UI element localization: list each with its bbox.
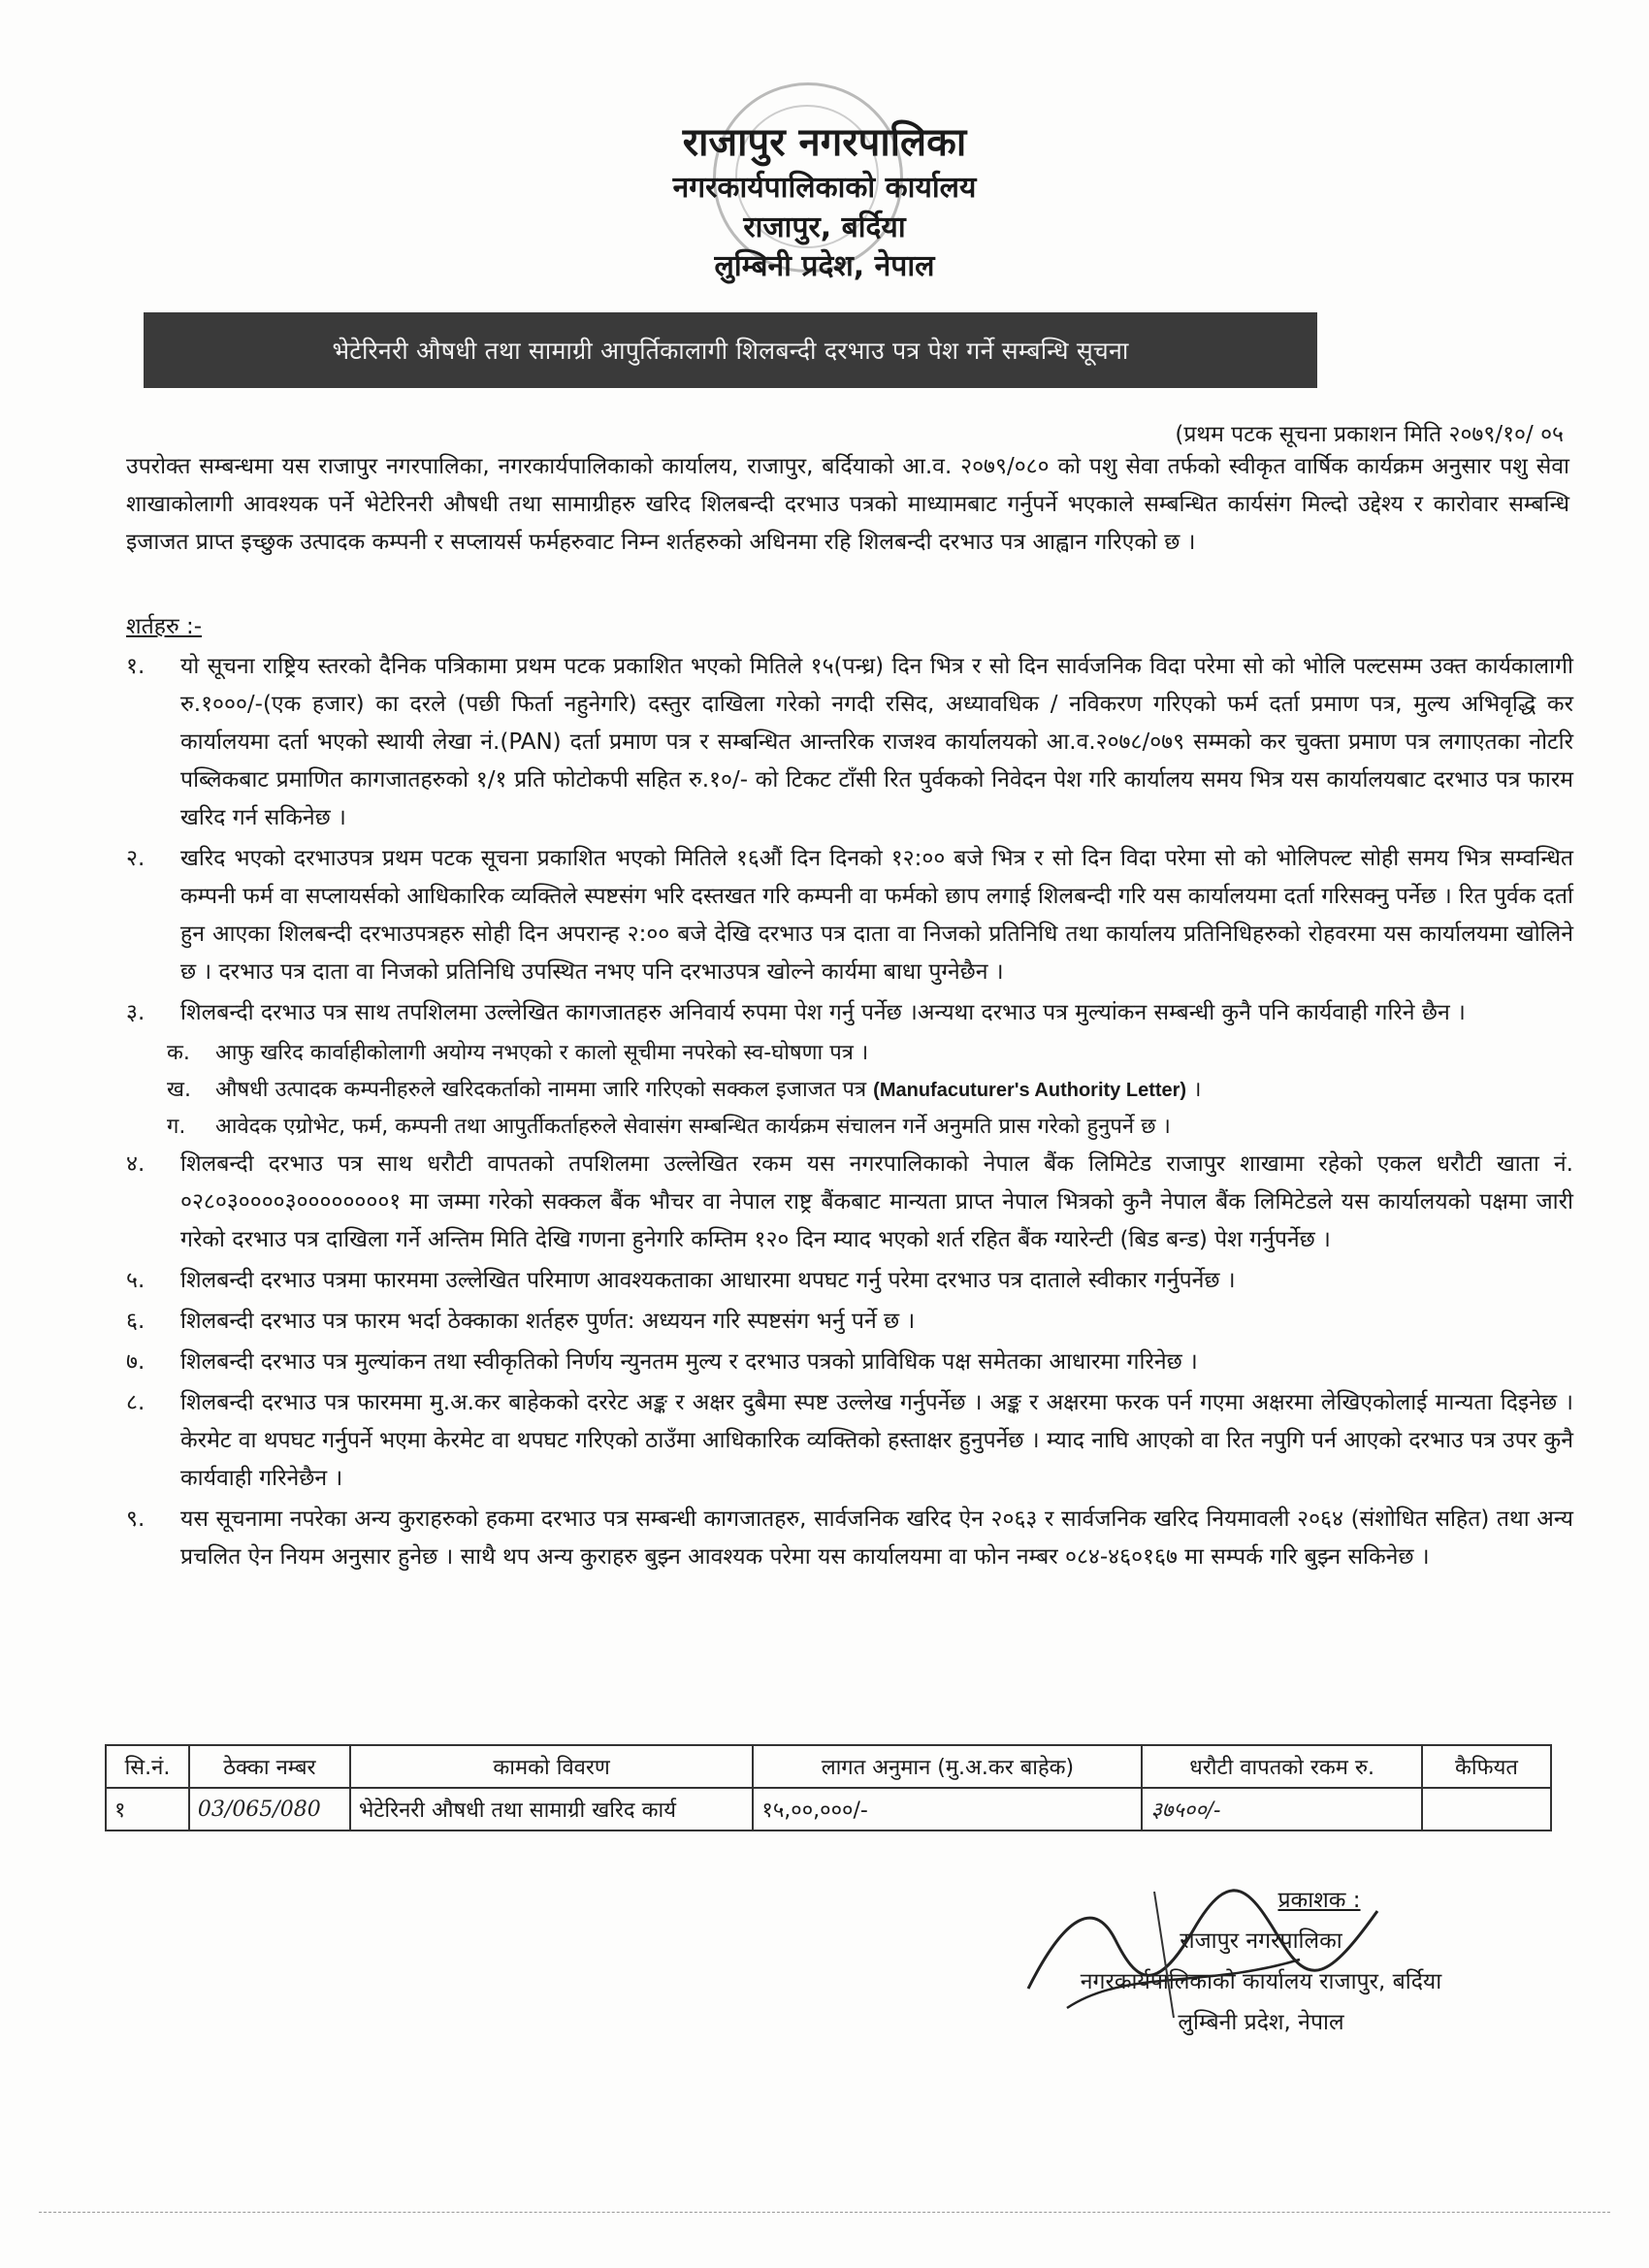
notice-title-banner: भेटेरिनरी औषधी तथा सामाग्री आपुर्तिकालागी शिलबन्दी दरभाउ पत्र पेश गर्ने सम्बन्धि सूचना [144,312,1317,388]
condition-text: शिलबन्दी दरभाउ पत्र फारममा मु.अ.कर बाहेकको दररेट अङ्क र अक्षर दुबैमा स्पष्ट उल्लेख गर्नुपर्नेछ । अङ्क र अक्षरमा फरक पर्न गएमा अक्षरमा लेखिएकोलाई मान्यता दिइनेछ । केरमेट वा थपघट गर्नुपर्ने भएमा केरमेट वा थपघट गरिएको ठाउँमा आधिकारिक व्यक्तिको हस्ताक्षर हुनुपर्नेछ । म्याद नाघि आएको वा रित नपुगि पर्न आएको दरभाउ पत्र उपर कुनै कार्यवाही गरिनेछैन । [180,1390,1573,1491]
condition-item [109,994,1573,1032]
conditions-list [109,648,1573,1579]
table-row [106,1788,1551,1831]
condition-text: शिलबन्दी दरभाउ पत्र साथ धरौटी वापतको तपशिलमा उल्लेखित रकम यस नगरपालिकाको नेपाल बैंक लिमिटेड राजापुर शाखामा रहेको एकल धरौटी खाता नं. ०२८०३००००३००००००००१ मा जम्मा गरेको सक्कल बैंक भौचर वा नेपाल राष्ट्र बैंकबाट मान्यता प्राप्त नेपाल भित्रको कुनै नेपाल बैंक लिमिटेडले यस कार्यालयको पक्षमा जारी गरेको दरभाउ पत्र दाखिला गर्ने अन्तिम मिति देखि गणना हुनेगरि कम्तिम १२० दिन म्याद भएको शर्त रहित बैंक ग्यारेन्टी (बिड बन्ड) पेश गर्नुपर्नेछ । [180,1151,1573,1252]
org-name: राजापुर नगरपालिका [682,120,967,165]
office-province: लुम्बिनी प्रदेश, नेपाल [714,249,935,283]
condition-item [109,1146,1573,1259]
intro-paragraph: उपरोक्त सम्बन्धमा यस राजापुर नगरपालिका, नगरकार्यपालिकाको कार्यालय, राजापुर, बर्दियाको आ.व. २०७९/०८० को पशु सेवा तर्फको स्वीकृत वार्षिक कार्यक्रम अनुसार पशु सेवा शाखाकोलागी आवश्यक पर्ने भेटेरिनरी औषधी तथा सामाग्रीहरु खरिद शिलबन्दी दरभाउ पत्रको माध्यामबाट गर्नुपर्ने भएकाले सम्बन्धित कार्यसंग मिल्दो उद्देश्य र कारोवार सम्बन्धि इजाजत प्राप्त इच्छुक उत्पादक कम्पनी र सप्लायर्स फर्महरुवाट निम्न शर्तहरुको अधिनमा रहि शिलबन्दी दरभाउ पत्र आह्वान गरिएको छ । [126,454,1569,555]
sub-item-text: औषधी उत्पादक कम्पनीहरुले खरिदकर्ताको नाममा जारि गरिएको सक्कल इजाजत पत्र [215,1078,867,1102]
condition-item [109,1501,1573,1576]
sub-item-text-wrap [215,1072,1573,1109]
sub-item [109,1109,1573,1146]
header-cost-estimate: लागत अनुमान (मु.अ.कर बाहेक) [753,1745,1142,1788]
cell-serial: १ [106,1788,189,1831]
condition-text: शिलबन्दी दरभाउ पत्र फारम भर्दा ठेक्काका शर्तहरु पुर्णत: अध्ययन गरि स्पष्टसंग भर्नु पर्ने छ । [180,1309,916,1334]
cell-cost-estimate: १५,००,०००/- [753,1788,1142,1831]
condition-number: ५. [126,1268,146,1293]
table-header-row [106,1745,1551,1788]
cell-remarks [1422,1788,1551,1831]
publisher-line-province: लुम्बिनी प्रदेश, नेपाल [1178,2010,1344,2035]
condition-text: यो सूचना राष्ट्रिय स्तरको दैनिक पत्रिकामा प्रथम पटक प्रकाशित भएको मितिले १५(पन्ध्र) दिन भित्र र सो दिन सार्वजनिक विदा परेमा सो को भोलि पल्टसम्म उक्त कार्यकालागी रु.१०००/-(एक हजार) का दरले (पछी फिर्ता नहुनेगरि) दस्तुर दाखिला गरेको नगदी रसिद, अध्यावधिक / नविकरण गरिएको फर्म दर्ता प्रमाण पत्र, मुल्य अभिवृद्धि कर कार्यालयमा दर्ता भएको स्थायी लेखा नं.(PAN) दर्ता प्रमाण पत्र र सम्बन्धित आन्तरिक राजश्व कार्यालयको आ.व.२०७८/०७९ सम्मको कर चुक्ता प्रमाण पत्र लगाएतका नोटरि पब्लिकबाट प्रमाणित कागजातहरुको १/१ प्रति फोटोकपी सहित रु.१०/- को टिकट टाँसी रित पुर्वकको निवेदन पेश गरि कार्यालय समय भित्र यस कार्यालयबाट दरभाउ पत्र फारम खरिद गर्न सकिनेछ । [180,654,1573,830]
condition-number: ४. [126,1151,146,1177]
condition-text: शिलबन्दी दरभाउ पत्र साथ तपशिलमा उल्लेखित कागजातहरु अनिवार्य रुपमा पेश गर्नु पर्नेछ ।अन्यथा दरभाउ पत्र मुल्यांकन सम्बन्धी कुनै पनि कार्यवाही गरिने छैन । [180,1000,1466,1025]
condition-number: ९. [126,1507,146,1532]
condition-number: २. [126,846,146,871]
condition-number: ६. [126,1309,146,1334]
terms-heading: शर्तहरु :- [126,614,203,639]
condition-item [109,648,1573,837]
cell-deposit: ३७५००/- [1142,1788,1421,1831]
publisher-line-org: राजापुर नगरपालिका [1180,1928,1342,1954]
header-serial: सि.नं. [106,1745,189,1788]
condition-text: शिलबन्दी दरभाउ पत्र मुल्यांकन तथा स्वीकृतिको निर्णय न्युनतम मुल्य र दरभाउ पत्रको प्राविधिक पक्ष समेतका आधारमा गरिनेछ । [180,1349,1198,1375]
office-name: नगरकार्यपालिकाको कार्यालय [672,171,977,205]
condition-number: १. [126,654,146,679]
handwritten-signature [1009,1872,1397,2027]
publisher-line-office: नगरकार्यपालिकाको कार्यालय राजापुर, बर्दिया [1080,1969,1442,1994]
condition-text: खरिद भएको दरभाउपत्र प्रथम पटक सूचना प्रकाशित भएको मितिले १६औं दिन दिनको १२:०० बजे भित्र र सो दिन विदा परेमा सो को भोलिपल्ट सोही समय भित्र सम्वन्धित कम्पनी फर्म वा सप्लायर्सको आधिकारिक व्यक्तिले स्पष्टसंग भरि दस्तखत गरि कम्पनी वा फर्मको छाप लगाई शिलबन्दी गरि यस कार्यालयमा दर्ता गरिसक्नु पर्नेछ । रित पुर्वक दर्ता हुन आएका शिलबन्दी दरभाउपत्रहरु सोही दिन अपरान्ह २:०० बजे देखि दरभाउ पत्र दाता वा निजको प्रतिनिधि तथा कार्यालय प्रतिनिधिहरुको रोहवरमा यस कार्यालयमा खोलिने छ । दरभाउ पत्र दाता वा निजको प्रतिनिधि उपस्थित नभए पनि दरभाउपत्र खोल्ने कार्यमा बाधा पुग्नेछैन । [180,846,1573,985]
sub-item [109,1072,1573,1109]
sub-item-text: आफु खरिद कार्वाहीकोलागी अयोग्य नभएको र कालो सूचीमा नपरेको स्व-घोषणा पत्र । [215,1041,869,1065]
header-contract-number: ठेक्का नम्बर [189,1745,350,1788]
condition-item [109,840,1573,991]
sub-item-number: ग. [167,1115,186,1139]
header-description: कामको विवरण [350,1745,754,1788]
sub-item [109,1035,1573,1072]
condition-item [109,1262,1573,1300]
publisher-title: प्रकाशक : [1277,1888,1361,1913]
condition-text: यस सूचनामा नपरेका अन्य कुराहरुको हकमा दरभाउ पत्र सम्बन्धी कागजातहरु, सार्वजनिक खरिद ऐन २०६३ र सार्वजनिक खरिद नियमावली २०६४ (संशोधित सहित) तथा अन्य प्रचलित ऐन नियम अनुसार हुनेछ । साथै थप अन्य कुराहरु बुझ्न आवश्यक परेमा यस कार्यालयमा वा फोन नम्बर ०८४-४६०१६७ मा सम्पर्क गरि बुझ्न सकिनेछ । [180,1507,1573,1570]
tender-table [105,1744,1552,1831]
header-deposit: धरौटी वापतको रकम रु. [1142,1745,1421,1788]
condition-number: ३. [126,1000,146,1025]
office-place: राजापुर, बर्दिया [743,210,906,244]
condition-number: ७. [126,1349,146,1375]
sub-item-number: क. [167,1041,190,1065]
header-remarks: कैफियत [1422,1745,1551,1788]
sub-item-latin: (Manufacuturer's Authority Letter) [873,1080,1187,1101]
letterhead [0,116,1649,287]
condition-text: शिलबन्दी दरभाउ पत्रमा फारममा उल्लेखित परिमाण आवश्यकताका आधारमा थपघट गर्नु परेमा दरभाउ पत्र दाताले स्वीकार गर्नुपर्नेछ । [180,1268,1236,1293]
cell-contract-number: 03/065/080 [189,1788,350,1831]
condition-item [109,1344,1573,1381]
bottom-divider [39,2212,1610,2213]
sub-item-number: ख. [167,1078,191,1102]
publication-date: (प्रथम पटक सूचना प्रकाशन मिति २०७९/१०/ ०५ [1175,422,1564,447]
condition-item [109,1303,1573,1341]
condition-item [109,1384,1573,1498]
condition-number: ८. [126,1390,146,1415]
sub-item-end: । [1186,1078,1202,1102]
cell-description: भेटेरिनरी औषधी तथा सामाग्री खरिद कार्य [350,1788,754,1831]
sub-item-text: आवेदक एग्रोभेट, फर्म, कम्पनी तथा आपुर्तीकर्ताहरुले सेवासंग सम्बन्धित कार्यक्रम संचालन गर्ने अनुमति प्रास गरेको हुनुपर्ने छ । [215,1115,1171,1139]
